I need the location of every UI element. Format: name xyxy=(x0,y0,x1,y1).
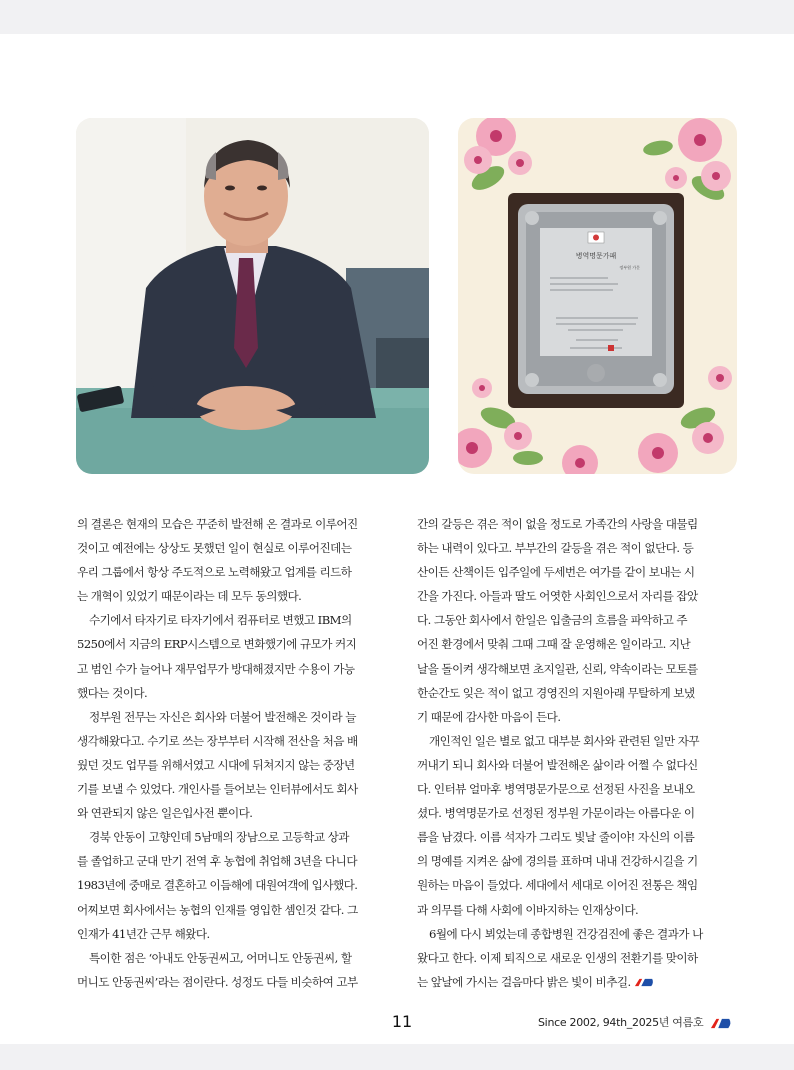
paragraph-last xyxy=(417,922,733,994)
portrait-photo xyxy=(76,118,429,474)
article-column-left xyxy=(77,512,393,994)
article-column-right xyxy=(417,512,733,994)
bottom-band xyxy=(0,1044,794,1070)
paragraph: 개인적인 일은 별로 없고 대부분 회사와 관련된 일만 자꾸 꺼내기 되니 회사와 더불어 발전해온 삶이라 어쩔 수 없다신 다. 인터뷰 얼마후 병역명문가문으로 선정된 사진을 보내오 셨다. 병역명문가로 선정된 정부원 가문이라는 아름다운 이 름을 남겼다. 이름 석자가 그리도 빛날 줄이야! 자신의 이름 의 명예를 지켜온 삶에 경의를 표하며 내내 건강하시길을 기 원하는 마음이 들었다. 세대에서 세대로 이어진 전통은 책임 과 의무를 다해 사회에 이바지하는 인재상이다. xyxy=(417,733,700,917)
plaque-photo xyxy=(458,118,737,474)
page-number: 11 xyxy=(391,1012,413,1031)
paragraph: 수기에서 타자기로 타자기에서 컴퓨터로 변했고 IBM의 5250에서 지금의 ERP시스템으로 변화했기에 규모가 커지 고 범인 수가 늘어나 재무업무가 방대해졌지만 수용이 가능 했다는 것이다. xyxy=(77,613,357,700)
paragraph: 경북 안동이 고향인데 5남매의 장남으로 고등학교 상과 를 졸업하고 군대 만기 전역 후 농협에 취업해 3년을 다니다 1983년에 중매로 결혼하고 이듬해에 대원여객에 입사했다. 어찌보면 회사에서는 농협의 인재를 영입한 셈인것 같다. 그 인재가 41년간 근무 해왔다. xyxy=(77,830,358,941)
paragraph: 간의 갈등은 겪은 적이 없을 정도로 가족간의 사랑을 대물림 하는 내력이 있다고. 부부간의 갈등을 겪은 적이 없단다. 등 산이든 산책이든 입주일에 두세번은 여가를 같이 보내는 시 간을 가진다. 아들과 딸도 어엿한 사회인으로서 자리를 잡았 다. 그동안 회사에서 한일은 입출금의 흐름을 파악하고 주 어진 환경에서 맞춰 그때 그때 잘 운영해온 일이라고. 지난 날을 돌이켜 생각해보면 초지일관, 신뢰, 약속이라는 모토를 한순간도 잊은 적이 없고 경영진의 지원아래 무탈하게 보냈 기 때문에 감사한 마음이 든다. xyxy=(417,517,698,724)
end-mark-logo-icon xyxy=(634,977,654,988)
issue-info xyxy=(538,1014,732,1030)
plaque-title: 병역명문가패 xyxy=(575,252,617,260)
plaque-recipient: 정부원 가문 xyxy=(619,265,640,270)
paragraph-text: 6월에 다시 뵈었는데 종합병원 건강검진에 좋은 결과가 나 왔다고 한다. 이제 퇴직으로 새로운 인생의 전환기를 맞이하 는 앞날에 가시는 걸음마다 밝은 빛이 비추길. xyxy=(417,926,703,989)
paragraph: 의 결론은 현재의 모습은 꾸준히 발전해 온 결과로 이루어진 것이고 예전에는 상상도 못했던 일이 현실로 이루어진데는 우리 그룹에서 항상 주도적으로 노력해왔고 업계를 리드하 는 개혁이 있었기 때문이라는 데 모두 동의했다. xyxy=(77,517,358,604)
paragraph: 정부원 전무는 자신은 회사와 더불어 발전해온 것이라 늘 생각해왔다고. 수기로 쓰는 장부부터 시작해 전산을 처음 배 웠던 것도 업무를 위해서였고 시대에 뒤쳐지지 않는 중장년 기를 보낼 수 있었다. 개인사를 들어보는 인터뷰에서도 회사 와 연관되지 않은 일은입사전 뿐이다. xyxy=(77,709,358,821)
top-band xyxy=(0,0,794,34)
magazine-logo-icon xyxy=(710,1017,732,1030)
issue-text: Since 2002, 94th_2025년 여름호 xyxy=(538,1016,704,1029)
paragraph: 특이한 점은 ‘아내도 안동권씨고, 어머니도 안동권씨, 할 머니도 안동권씨’라는 점이란다. 성정도 다들 비슷하여 고부 xyxy=(77,950,358,989)
